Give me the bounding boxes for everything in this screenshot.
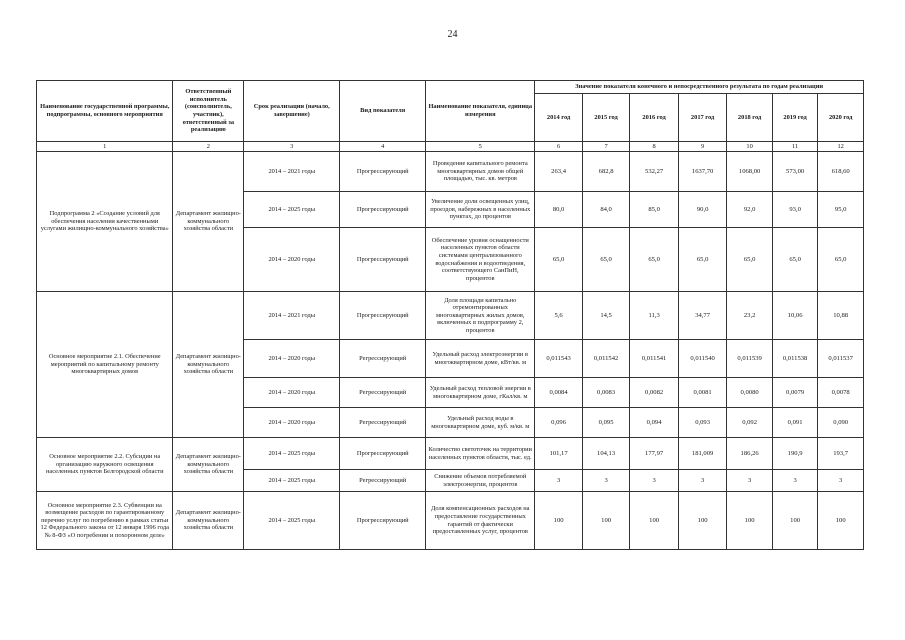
implementation-period: 2014 – 2020 годы [244,228,340,292]
header-indicator-name: Наименование показателя, единица измерения [426,81,535,142]
indicator-value: 177,97 [630,438,679,470]
header-row [37,81,864,94]
indicator-value: 65,0 [535,228,583,292]
implementation-period: 2014 – 2020 годы [244,378,340,408]
table-row [37,292,864,340]
indicator-value: 0,0084 [535,378,583,408]
indicator-value: 34,77 [678,292,727,340]
indicator-value: 618,60 [818,152,864,192]
indicator-type: Прогрессирующий [340,492,426,550]
indicator-value: 10,06 [772,292,817,340]
header-year: 2017 год [678,94,727,142]
implementation-period: 2014 – 2020 годы [244,408,340,438]
indicator-value: 65,0 [582,228,630,292]
column-number: 1 [37,142,173,152]
indicator-value: 11,3 [630,292,679,340]
indicator-type: Прогрессирующий [340,152,426,192]
indicator-value: 3 [630,470,679,492]
indicator-name: Количество светоточек на территории населенных пунктов области, тыс. ед. [426,438,535,470]
indicator-value: 80,0 [535,192,583,228]
column-number: 3 [244,142,340,152]
indicator-value: 95,0 [818,192,864,228]
indicators-table [36,80,864,550]
indicator-value: 65,0 [678,228,727,292]
indicator-value: 573,00 [772,152,817,192]
indicator-value: 100 [818,492,864,550]
indicator-value: 3 [818,470,864,492]
indicator-type: Прогрессирующий [340,438,426,470]
indicator-name: Удельный расход воды в многоквартирном доме, куб. м/кв. м [426,408,535,438]
indicator-value: 0,092 [727,408,772,438]
indicator-value: 193,7 [818,438,864,470]
column-number: 2 [173,142,244,152]
column-number: 7 [582,142,630,152]
indicator-value: 100 [772,492,817,550]
indicator-value: 65,0 [630,228,679,292]
header-period: Срок реализации (начало, завершение) [244,81,340,142]
column-number: 12 [818,142,864,152]
table-body [37,152,864,550]
indicator-value: 3 [535,470,583,492]
responsible-executor: Департамент жилищно-коммунального хозяйства области [173,438,244,492]
indicator-value: 100 [535,492,583,550]
implementation-period: 2014 – 2025 годы [244,192,340,228]
responsible-executor: Департамент жилищно-коммунального хозяйства области [173,152,244,292]
indicator-type: Прогрессирующий [340,292,426,340]
indicator-value: 92,0 [727,192,772,228]
indicator-value: 0,095 [582,408,630,438]
table-row [37,492,864,550]
indicator-value: 532,27 [630,152,679,192]
indicator-value: 682,8 [582,152,630,192]
indicator-type: Регрессирующий [340,470,426,492]
indicator-value: 101,17 [535,438,583,470]
indicator-name: Обеспечение уровня оснащенности населенных пунктов области системами централизованного водоснабжения и водоотведения, соответствующего СанПиН, процентов [426,228,535,292]
indicator-value: 0,0082 [630,378,679,408]
indicator-value: 0,093 [678,408,727,438]
indicator-value: 263,4 [535,152,583,192]
indicator-value: 0,0079 [772,378,817,408]
indicator-value: 100 [727,492,772,550]
indicator-value: 0,091 [772,408,817,438]
indicator-value: 85,0 [630,192,679,228]
indicator-value: 0,0081 [678,378,727,408]
indicator-value: 84,0 [582,192,630,228]
header-program: Наименование государственной программы, подпрограммы, основного мероприятия [37,81,173,142]
header-year: 2016 год [630,94,679,142]
indicator-type: Регрессирующий [340,340,426,378]
indicator-value: 190,9 [772,438,817,470]
indicator-value: 100 [630,492,679,550]
column-number-row [37,142,864,152]
responsible-executor: Департамент жилищно-коммунального хозяйства области [173,292,244,438]
column-number: 9 [678,142,727,152]
indicator-value: 100 [582,492,630,550]
indicator-value: 3 [727,470,772,492]
indicator-value: 186,26 [727,438,772,470]
implementation-period: 2014 – 2020 годы [244,340,340,378]
table-row [37,438,864,470]
program-name: Основное мероприятие 2.3. Субвенции на возмещение расходов по гарантированному перечню услуг по погребению в рамках статьи 12 Федерального закона от 12 января 1996 года № 8-ФЗ «О погребении и похоронном деле» [37,492,173,550]
column-number: 8 [630,142,679,152]
column-number: 5 [426,142,535,152]
indicator-value: 0,0083 [582,378,630,408]
responsible-executor: Департамент жилищно-коммунального хозяйства области [173,492,244,550]
header-values-group: Значение показателя конечного и непосредственного результата по годам реализации [535,81,864,94]
column-number: 11 [772,142,817,152]
indicator-value: 0,0078 [818,378,864,408]
indicator-value: 0,011540 [678,340,727,378]
implementation-period: 2014 – 2025 годы [244,470,340,492]
column-number: 4 [340,142,426,152]
header-year: 2018 год [727,94,772,142]
implementation-period: 2014 – 2025 годы [244,438,340,470]
indicator-value: 23,2 [727,292,772,340]
indicator-type: Регрессирующий [340,408,426,438]
indicator-type: Прогрессирующий [340,228,426,292]
page-number: 24 [447,29,458,40]
indicator-type: Прогрессирующий [340,192,426,228]
table-row [37,152,864,192]
indicator-name: Удельный расход тепловой энергии в многоквартирном доме, гКал/кв. м [426,378,535,408]
indicator-name: Доля компенсационных расходов на предоставление государственных гарантий от фактически предоставленных услуг, процентов [426,492,535,550]
indicator-value: 93,0 [772,192,817,228]
indicator-type: Регрессирующий [340,378,426,408]
header-indicator-type: Вид показателя [340,81,426,142]
indicator-value: 3 [582,470,630,492]
indicator-value: 0,011543 [535,340,583,378]
indicator-value: 0,090 [818,408,864,438]
indicator-value: 1637,70 [678,152,727,192]
indicator-value: 14,5 [582,292,630,340]
indicator-value: 100 [678,492,727,550]
indicator-value: 65,0 [772,228,817,292]
indicator-value: 3 [678,470,727,492]
indicator-name: Доля площади капитально отремонтированных многоквартирных жилых домов, включенных в подпрограмму 2, процентов [426,292,535,340]
implementation-period: 2014 – 2025 годы [244,492,340,550]
indicator-value: 0,096 [535,408,583,438]
program-name: Подпрограмма 2 «Создание условий для обеспечения населения качественными услугами жилищно-коммунального хозяйства» [37,152,173,292]
implementation-period: 2014 – 2021 годы [244,292,340,340]
indicator-name: Удельный расход электроэнергии в многоквартирном доме, кВт/кв. м [426,340,535,378]
indicator-value: 3 [772,470,817,492]
indicator-value: 0,011538 [772,340,817,378]
header-year: 2020 год [818,94,864,142]
indicator-value: 1068,00 [727,152,772,192]
header-year: 2019 год [772,94,817,142]
indicator-value: 65,0 [818,228,864,292]
indicator-value: 0,0080 [727,378,772,408]
program-name: Основное мероприятие 2.1. Обеспечение мероприятий по капитальному ремонту многоквартирных домов [37,292,173,438]
indicator-value: 5,6 [535,292,583,340]
program-name: Основное мероприятие 2.2. Субсидии на организацию наружного освещения населенных пунктов Белгородской области [37,438,173,492]
indicator-value: 90,0 [678,192,727,228]
indicator-value: 0,094 [630,408,679,438]
indicator-value: 181,009 [678,438,727,470]
indicator-value: 10,88 [818,292,864,340]
indicator-value: 0,011537 [818,340,864,378]
column-number: 6 [535,142,583,152]
indicator-value: 0,011541 [630,340,679,378]
indicator-value: 0,011539 [727,340,772,378]
column-number: 10 [727,142,772,152]
indicator-name: Снижение объемов потребляемой электроэнергии, процентов [426,470,535,492]
indicator-value: 65,0 [727,228,772,292]
indicator-value: 0,011542 [582,340,630,378]
implementation-period: 2014 – 2021 годы [244,152,340,192]
header-year: 2014 год [535,94,583,142]
indicator-value: 104,13 [582,438,630,470]
header-year: 2015 год [582,94,630,142]
indicator-name: Увеличение доли освещенных улиц, проездов, набережных в населенных пунктах, до процентов [426,192,535,228]
header-responsible: Ответственный исполнитель (соисполнитель, участник), ответственный за реализацию [173,81,244,142]
indicator-name: Проведение капитального ремонта многоквартирных домов общей площадью, тыс. кв. метров [426,152,535,192]
